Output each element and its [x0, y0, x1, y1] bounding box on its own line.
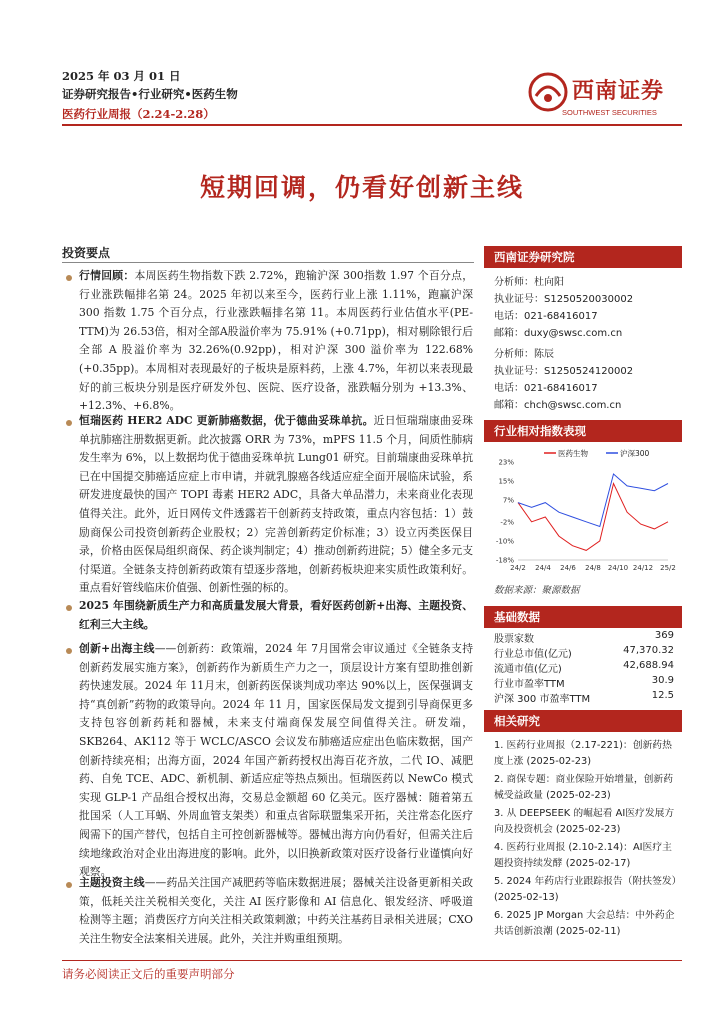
- performance-bar: 行业相对指数表现: [484, 420, 682, 442]
- market-review-text: 本周医药生物指数下跌 2.72%，跑输沪深 300指数 1.97 个百分点，行业涨跌幅排名第 24。2025 年初以来至今，医药行业上涨 1.11%，跑赢沪深 300 指数 1.75 个百分点，行业涨跌幅排名第 11。本周医药行业估值水平(PE-TTM)为 26.53倍，相对全部A股溢价率为 75.91% (+0.71pp)，相对剔除银行后全部 A 股溢价率为 32.26%(0.92pp)，相对沪深 300 溢价率为 122.68%(+0.35pp)。本周相对表现最好的子板块是原料药，上涨 4.7%，年初以来表现最好的前三板块分别是医疗研发外包、医院、医疗设备，涨跌幅分别为 +13.3%、+12.3%、+6.8%。: [79, 269, 473, 413]
- chart-lines: [518, 474, 668, 550]
- x-tick-label: 24/8: [585, 564, 601, 572]
- basic-value: 369: [654, 630, 674, 641]
- analyst1-name: 分析师：杜向阳: [494, 277, 564, 288]
- innovation-paragraph: [79, 640, 473, 882]
- related-research-bar: 相关研究: [484, 710, 682, 732]
- basic-key: 行业市盈率TTM: [494, 679, 565, 690]
- section-heading: 投资要点: [62, 246, 111, 260]
- report-category: 证券研究报告•行业研究•医药生物: [62, 87, 238, 101]
- x-tick-label: 24/4: [535, 564, 551, 572]
- analyst2-phone: 电话：021-68416017: [494, 383, 598, 394]
- related-item[interactable]: 4. 医药行业周报 (2.10-2.14)：AI医疗主题投资持续发酵 (2025-02-17): [494, 842, 672, 870]
- chart-source: 数据来源：聚源数据: [494, 585, 580, 596]
- y-tick-label: -2%: [500, 518, 514, 527]
- hengrui-label: 恒瑞医药 HER2 ADC 更新肺癌数据，优于德曲妥珠单抗。: [79, 414, 374, 427]
- basic-value: 12.5: [651, 690, 674, 701]
- footer-disclaimer: 请务必阅读正文后的重要声明部分: [62, 967, 235, 981]
- x-tick-label: 24/10: [607, 564, 629, 572]
- x-tick-label: 25/2: [660, 564, 676, 572]
- legend-label-pharma: 医药生物: [558, 449, 588, 458]
- bullet-icon: [66, 648, 72, 654]
- basic-value: 47,370.32: [623, 645, 674, 656]
- innovation-text: ——创新药：政策端，2024 年 7月国常会审议通过《全链条支持创新药发展实施方案》，创新药作为新质生产力之一，顶层设计方案有望助推创新药快速发展。2024 年 11月末，创新药医保谈判成功率达 90%以上，医保强调支持“真创新”药物的政策导向。2024 年 11 月，国家医保局发文提到引导商保更多支持包容创新药耗和器械，未来支付端商保发展空间值得关注。研发端，SKB264、AK112 等于 WCLC/ASCO 会议发布肺癌适应症出色临床数据，国产创新持续亮相；出海方面，2024 年国产新药授权出海百花齐放，二代 IO、减肥药、自免 TCE、ADC、新机制、新适应症等热点频出。恒瑞医药以 NewCo 模式实现 GLP-1 产品组合授权出海，交易总金额超 60 亿美元。医疗器械：随着第五批国采（人工耳蜗、外周血管支架类）和重点省际联盟集采开拓，关注常态化医疗阀需下的国产替代，包括自主可控创新器械等。器械出海方向仍看好，但需关注后续地缘政治对企业出海进度的影响。此外，以旧换新政策对医疗设备行业谨慎向好观察。: [79, 642, 473, 879]
- logo-mark-icon: [528, 72, 568, 112]
- report-name: 医药行业周报（2.24-2.28）: [62, 107, 215, 121]
- header-rule: [62, 124, 682, 126]
- basic-row: [494, 645, 674, 661]
- theme-investment-label: 主题投资主线: [79, 876, 145, 889]
- related-item[interactable]: 5. 2024 年药店行业跟踪报告（附扶签发）(2025-02-13): [494, 876, 677, 904]
- theme-investment-paragraph: [79, 874, 473, 948]
- legend-label-csi300: 沪深300: [620, 449, 650, 458]
- analyst2-email[interactable]: 邮箱：chch@swsc.com.cn: [494, 400, 622, 411]
- basic-key: 股票家数: [494, 634, 534, 645]
- basic-value: 30.9: [651, 675, 674, 686]
- logo-name-en: SOUTHWEST SECURITIES: [562, 108, 657, 117]
- x-tick-label: 24/2: [510, 564, 526, 572]
- basic-data-bar: 基础数据: [484, 606, 682, 628]
- bullet-icon: [66, 275, 72, 281]
- company-logo: [528, 68, 674, 124]
- bullet-icon: [66, 420, 72, 426]
- y-tick-label: -10%: [495, 537, 514, 546]
- bullet-icon: [66, 882, 72, 888]
- innovation-label: 创新+出海主线: [79, 642, 155, 655]
- report-date: 2025 年 03 月 01 日: [62, 69, 181, 83]
- market-review-paragraph: [79, 267, 473, 416]
- page-title: 短期回调，仍看好创新主线: [199, 173, 524, 202]
- relative-index-chart: [484, 442, 682, 582]
- analyst1-phone: 电话：021-68416017: [494, 311, 598, 322]
- analyst1-email[interactable]: 邮箱：duxy@swsc.com.cn: [494, 328, 623, 339]
- analyst1-license: 执业证号：S1250520030002: [494, 294, 634, 305]
- hengrui-paragraph: [79, 412, 473, 598]
- theme-lines-paragraph: 2025 年围绕新质生产力和高质量发展大背景，看好医药创新+出海、主题投资、红利三大主线。: [79, 599, 473, 631]
- basic-row: [494, 630, 674, 646]
- section-rule: [62, 262, 474, 263]
- basic-row: [494, 690, 674, 706]
- basic-key: 行业总市值(亿元): [494, 649, 572, 660]
- x-tick-label: 24/12: [632, 564, 654, 572]
- chart-legend: [544, 448, 650, 458]
- basic-row: [494, 660, 674, 676]
- related-item[interactable]: 6. 2025 JP Morgan 大会总结：中外药企共话创新浪潮 (2025-02-11): [494, 910, 675, 938]
- y-tick-label: 7%: [502, 496, 514, 505]
- y-tick-label: -18%: [495, 556, 514, 565]
- basic-key: 流通市值(亿元): [494, 664, 562, 675]
- theme-investment-text: ——药品关注国产减肥药等临床数据进展；器械关注设备更新相关政策，低耗关注关税相关变化，关注 AI 医疗影像和 AI 信息化、银发经济、呼吸道检测等主题；消费医疗方向关注相关政策刺激；中药关注基药目录相关进展；CXO 关注生物安全法案相关进展。此外，关注并购重组预期。: [79, 876, 473, 945]
- y-tick-label: 23%: [498, 458, 514, 467]
- basic-row: [494, 675, 674, 691]
- x-tick-label: 24/6: [560, 564, 576, 572]
- analyst2-name: 分析师：陈辰: [494, 349, 554, 360]
- related-item[interactable]: 1. 医药行业周报（2.17-221)：创新药热度上涨 (2025-02-23): [494, 740, 672, 768]
- related-item[interactable]: 2. 商保专题：商业保险开始增量，创新药械受益政量 (2025-02-23): [494, 774, 674, 802]
- logo-name-cn: 西南证券: [572, 78, 665, 104]
- x-axis: [510, 564, 676, 572]
- institute-bar: 西南证券研究院: [484, 246, 682, 268]
- market-review-label: 行情回顾：: [79, 269, 135, 282]
- y-tick-label: 15%: [498, 477, 514, 486]
- analyst2-license: 执业证号：S1250524120002: [494, 366, 634, 377]
- related-item[interactable]: 3. 从 DEEPSEEK 的崛起看 AI医疗发展方向及投资机会 (2025-02-23): [494, 808, 675, 836]
- bullet-icon: [66, 605, 72, 611]
- basic-key: 沪深 300 市盈率TTM: [494, 694, 591, 705]
- footer-rule: [62, 960, 682, 961]
- series-line-医药生物: [518, 484, 668, 551]
- basic-value: 42,688.94: [623, 660, 674, 671]
- hengrui-text: 近日恒瑞瑞康曲妥珠单抗肺癌注册数据更新。此次披露 ORR 为 73%，mPFS 11.5 个月，间质性肺病发生率为 6%，以上数据均优于德曲妥珠单抗 Lung01 研究。目前瑞康曲妥珠单抗已在中国提交肺癌适应症上市申请，并就乳腺癌各线适应症全面开展临床试验，系研发进度最快的国产 TOPI 毒素 HER2 ADC，具备大单品潜力，未来商业化表现值得关注。此外，近日网传文件透露若干创新药支持政策，重点内容包括：1）鼓励商保公司投资创新药企业股权；2）完善创新药定价标准；3）设立丙类医保目录，价格由医保局组织商保、药企谈判制定；4）推动创新药进院；5）健全多元支付渠道。全链条支持创新药政策有望逐步落地，创新药板块迎来实质性政策利好。重点看好管线临床价值强、创新性强的标的。: [79, 414, 474, 595]
